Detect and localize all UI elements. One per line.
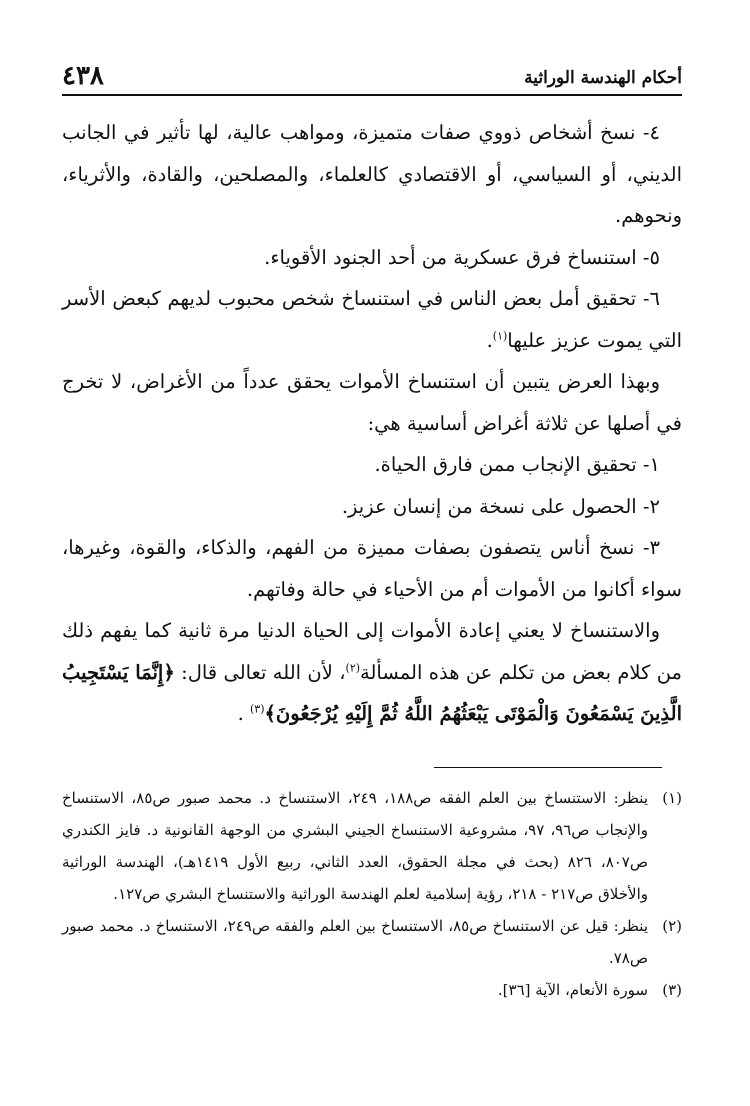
footnote-number: (٣) bbox=[662, 981, 682, 999]
paragraph-item-4: ٤- نسخ أشخاص ذووي صفات متميزة، ومواهب عالية، لها تأثير في الجانب الديني، أو السياسي، أو الاقتصادي كالعلماء، والمصلحين، والقادة، والأثرياء، ونحوهم. bbox=[62, 121, 682, 227]
list-item-2: ٢- الحصول على نسخة من إنسان عزيز. bbox=[341, 494, 660, 518]
paragraph-item-6 bbox=[62, 278, 682, 361]
quran-verse: ﴿إِنَّمَا يَسْتَجِيبُ الَّذِينَ يَسْمَعُونَ وَالْمَوْتَى يَبْعَثُهُمُ اللَّهُ ثُمَّ إِلَيْهِ يُرْجَعُونَ﴾ bbox=[62, 660, 682, 725]
page-header bbox=[62, 58, 682, 96]
item-6-end: . bbox=[486, 328, 493, 352]
footnote-2 bbox=[62, 910, 682, 974]
footnote-1 bbox=[62, 782, 682, 910]
conclusion-text: والاستنساخ لا يعني إعادة الأموات إلى الحياة الدنيا مرة ثانية كما يفهم ذلك من كلام بعض من تكلم عن هذه المسألة bbox=[62, 619, 682, 684]
footnote-ref-1[interactable]: (١) bbox=[492, 329, 508, 342]
main-text bbox=[62, 112, 682, 735]
footnote-text: ينظر: الاستنساخ بين العلم الفقه ص١٨٨، ٢٤٩، الاستنساخ د. محمد صبور ص٨٥، الاستنساخ والإنجاب ص٩٦، ٩٧، مشروعية الاستنساخ الجيني البشري من الوجهة القانونية د. فايز الكندري ص٨٠٧، ٨٢٦ (بحث في مجلة الحقوق، العدد الثاني، ربيع الأول ١٤١٩هـ)، الهندسة الوراثية والأخلاق ص٢١٧ - ٢١٨، رؤية إسلامية لعلم الهندسة الوراثية والاستنساخ البشري ص١٢٧. bbox=[62, 789, 649, 903]
running-title: أحكام الهندسة الوراثية bbox=[524, 68, 682, 88]
paragraph-conclusion bbox=[62, 610, 682, 735]
footnote-ref-3[interactable]: (٣) bbox=[249, 702, 265, 716]
footnote-number: (١) bbox=[662, 789, 683, 807]
footnote-number: (٢) bbox=[662, 917, 682, 935]
footnote-separator bbox=[434, 767, 662, 768]
paragraph-item-5: ٥- استنساخ فرق عسكرية من أحد الجنود الأقوياء. bbox=[264, 245, 660, 269]
footnote-text: سورة الأنعام، الآية [٣٦]. bbox=[497, 981, 648, 999]
footnote-3 bbox=[62, 974, 682, 1006]
item-6-text: ٦- تحقيق أمل بعض الناس في استنساخ شخص محبوب لديهم كبعض الأسر التي يموت عزيز عليها bbox=[62, 287, 682, 352]
footnote-text: ينظر: قيل عن الاستنساخ ص٨٥، الاستنساخ بين العلم والفقه ص٢٤٩، الاستنساخ د. محمد صبور ص٧٨. bbox=[62, 917, 648, 967]
list-item-3: ٣- نسخ أناس يتصفون بصفات مميزة من الفهم، والذكاء، والقوة، وغيرها، سواء أكانوا من الأموات أم من الأحياء في حالة وفاتهم. bbox=[62, 536, 682, 601]
page-number: ٤٣٨ bbox=[62, 61, 104, 91]
conclusion-text-2: ، لأن الله تعالى قال: bbox=[181, 660, 346, 684]
conclusion-end: . bbox=[237, 702, 244, 725]
footnote-ref-2[interactable]: (٢) bbox=[345, 661, 361, 674]
footnotes bbox=[62, 782, 682, 1006]
paragraph-summary: وبهذا العرض يتبين أن استنساخ الأموات يحقق عدداً من الأغراض، لا تخرج في أصلها عن ثلاثة أغراض أساسية هي: bbox=[62, 370, 682, 435]
list-item-1: ١- تحقيق الإنجاب ممن فارق الحياة. bbox=[374, 453, 660, 476]
